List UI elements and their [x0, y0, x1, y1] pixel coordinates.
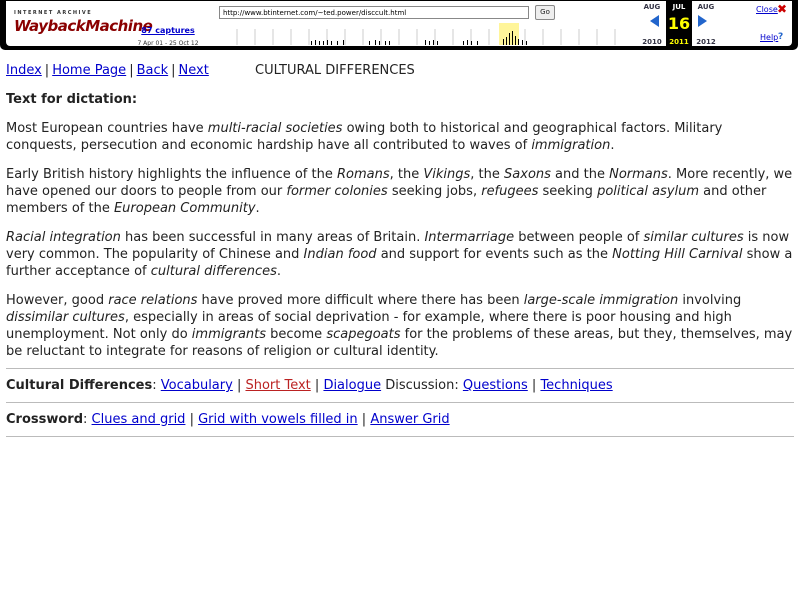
next-year-label[interactable]: 2012 [696, 38, 716, 46]
cultural-differences-label: Cultural Differences [6, 378, 153, 393]
cultural-differences-links: Cultural Differences: Vocabulary | Short Text | Dialogue Discussion: Questions | Techniques [6, 378, 613, 393]
help-icon[interactable]: ? [778, 32, 784, 42]
paragraph-2: Early British history highlights the influence of the Romans, the Vikings, the Saxons and the Normans. More recently, we have opened our doors to people from our former colonies seeking jobs, refugees seeking political asylum and other members of the European Community. [6, 167, 793, 216]
paragraph-1: Most European countries have multi-racial societies owing both to historical and geographical factors. Military conquests, persecution and economic hardship have all contributed to waves of immigration. [6, 121, 723, 153]
crossword-links: Crossword: Clues and grid | Grid with vowels filled in | Answer Grid [6, 412, 450, 427]
divider [6, 368, 794, 369]
nav-separator: | [171, 63, 176, 78]
divider [6, 436, 794, 437]
prev-year-label[interactable]: 2010 [642, 38, 662, 46]
prev-capture-arrow-icon[interactable] [650, 15, 659, 27]
wayback-logo-big: WaybackMachine [14, 17, 153, 35]
close-toolbar-link[interactable]: Close [756, 5, 778, 14]
paragraph-4: However, good race relations have proved more difficult where there has been large-scale immigration involving dissimilar cultures, especially in areas of social deprivation - for example, where there is poor housing and high unemployment. Not only do immigrants become scapegoats for the problems of these areas, but they, themselves, may be reluctant to integrate for reasons of religion or cultural identity. [6, 293, 793, 359]
paragraph-3: Racial integration has been successful in many areas of Britain. Intermarriage between people of similar cultures is now very common. The popularity of Chinese and Indian food and support for events such as the Notting Hill Carnival show a further acceptance of cultural differences. [6, 230, 793, 279]
current-day-label: 16 [667, 14, 691, 33]
wayback-toolbar [0, 0, 798, 50]
prev-month-label[interactable]: AUG [643, 3, 661, 11]
close-icon[interactable]: ✖ [777, 2, 788, 16]
dictation-heading: Text for dictation: [6, 92, 138, 107]
page-title: CULTURAL DIFFERENCES [255, 63, 415, 78]
vowels-grid-link[interactable]: Grid with vowels filled in [198, 412, 358, 427]
captures-info [128, 26, 208, 47]
nav-separator: | [129, 63, 134, 78]
nav-back-link[interactable]: Back [136, 63, 169, 78]
current-year-label: 2011 [669, 38, 689, 46]
nav-index-link[interactable]: Index [6, 63, 42, 78]
nav-next-link[interactable]: Next [178, 63, 209, 78]
answer-grid-link[interactable]: Answer Grid [370, 412, 450, 427]
crossword-label: Crossword [6, 412, 84, 427]
discussion-label: Discussion: [381, 378, 463, 393]
short-text-link[interactable]: Short Text [245, 378, 311, 393]
dialogue-link[interactable]: Dialogue [323, 378, 382, 393]
help-link[interactable]: Help [760, 33, 779, 42]
capture-sparkline[interactable] [219, 23, 636, 45]
nav-home-link[interactable]: Home Page [52, 63, 127, 78]
questions-link[interactable]: Questions [462, 378, 528, 393]
next-capture-arrow-icon[interactable] [698, 15, 707, 27]
top-nav [6, 62, 794, 79]
wayback-url-input[interactable] [219, 6, 529, 19]
captures-link[interactable]: 87 captures [141, 26, 195, 35]
next-month-label[interactable]: AUG [697, 3, 715, 11]
page-content [6, 62, 794, 445]
divider [6, 402, 794, 403]
captures-range: 7 Apr 01 - 25 Oct 12 [137, 40, 199, 47]
current-month-label: JUL [672, 3, 686, 11]
clues-grid-link[interactable]: Clues and grid [91, 412, 186, 427]
wayback-logo-small: INTERNET ARCHIVE [14, 10, 93, 16]
vocabulary-link[interactable]: Vocabulary [160, 378, 233, 393]
techniques-link[interactable]: Techniques [540, 378, 613, 393]
wayback-go-button[interactable]: Go [535, 5, 555, 20]
wayback-logo[interactable] [14, 10, 153, 35]
nav-separator: | [44, 63, 50, 78]
